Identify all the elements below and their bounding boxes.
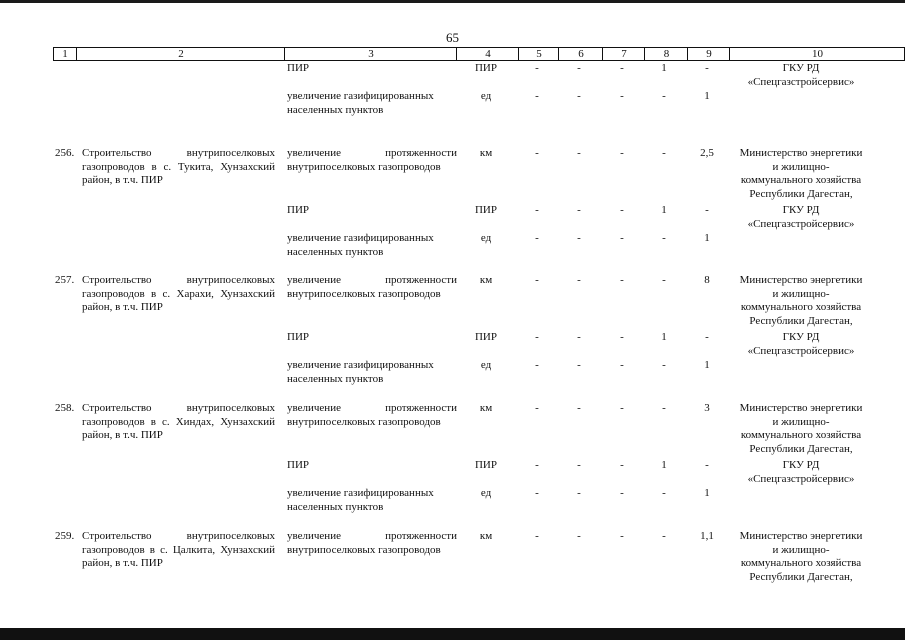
indicator-c7: -: [620, 204, 624, 216]
ministry-line: коммунального хозяйства: [740, 557, 862, 569]
ministry-line: Республики Дагестан,: [749, 187, 853, 200]
indicator-c8: -: [662, 359, 666, 371]
contractor-line: ГКУ РД: [782, 331, 820, 343]
row-number: 257.: [55, 274, 75, 286]
indicator-c8: -: [662, 274, 666, 286]
indicator-c5: -: [535, 459, 539, 471]
indicator-c6: -: [577, 331, 581, 343]
indicator-c6: -: [577, 232, 581, 244]
ministry-line: коммунального хозяйства: [740, 174, 862, 186]
indicator-c7: -: [620, 147, 624, 159]
ministry-line: Республики Дагестан,: [749, 442, 853, 455]
indicator-c9: -: [705, 204, 709, 216]
header-col-4: 4: [456, 48, 519, 60]
contractor-line: «Спецгазстройсервис»: [747, 472, 855, 485]
indicator-unit: км: [479, 147, 493, 159]
row-name-text: Строительство внутрипоселковых газопроводов в с. Тукита, Хунзахский район, в т.ч. ПИР: [82, 147, 275, 186]
ministry-line: Министерство энергетики: [739, 274, 863, 286]
indicator-c7: -: [620, 402, 624, 414]
contractor-line: «Спецгазстройсервис»: [747, 344, 855, 357]
indicator-c8: -: [662, 402, 666, 414]
indicator-unit: ПИР: [474, 62, 497, 74]
ministry-line: Министерство энергетики: [739, 147, 863, 159]
contractor-line: ГКУ РД: [782, 459, 820, 471]
ministry-line: Республики Дагестан,: [749, 570, 853, 583]
header-col-2: 2: [76, 48, 285, 60]
indicator-c9: 1,1: [700, 530, 714, 542]
indicator-c9: 3: [704, 402, 710, 414]
indicator-label: ПИР: [287, 204, 310, 216]
indicator-c8: -: [662, 232, 666, 244]
indicator-c5: -: [535, 90, 539, 102]
indicator-c7: -: [620, 232, 624, 244]
ministry-line: и жилищно-: [772, 543, 830, 556]
indicator-c5: -: [535, 232, 539, 244]
indicator-c7: -: [620, 62, 624, 74]
indicator-unit: ед: [480, 359, 492, 371]
row-name-text: Строительство внутрипоселковых газопроводов в с. Хиндах, Хунзахский район, в т.ч. ПИР: [82, 402, 275, 441]
ministry-line: и жилищно-: [772, 287, 830, 300]
header-col-1: 1: [62, 48, 68, 60]
indicator-label: увеличение протяженности внутрипоселковых газопроводов: [287, 402, 457, 428]
header-col-8: 8: [644, 48, 688, 60]
ministry-line: Министерство энергетики: [739, 530, 863, 542]
indicator-c8: 1: [661, 62, 667, 74]
contractor-line: ГКУ РД: [782, 62, 820, 74]
indicator-c5: -: [535, 359, 539, 371]
indicator-c5: -: [535, 274, 539, 286]
indicator-label: увеличение протяженности внутрипоселковых газопроводов: [287, 274, 457, 300]
indicator-c9: 1: [704, 359, 710, 371]
contractor-line: «Спецгазстройсервис»: [747, 75, 855, 88]
indicator-c9: 2,5: [700, 147, 714, 159]
header-col-6: 6: [558, 48, 603, 60]
scan-bottom-border: [0, 628, 905, 640]
indicator-c7: -: [620, 331, 624, 343]
indicator-unit: км: [479, 402, 493, 414]
indicator-c5: -: [535, 530, 539, 542]
indicator-c6: -: [577, 530, 581, 542]
indicator-c7: -: [620, 359, 624, 371]
indicator-c8: 1: [661, 331, 667, 343]
indicator-c5: -: [535, 147, 539, 159]
indicator-label: увеличение газифицированных населенных пунктов: [287, 359, 434, 385]
row-object-name: [55, 530, 275, 571]
indicator-c9: -: [705, 459, 709, 471]
row-object-name: [55, 274, 275, 315]
indicator-label: ПИР: [287, 459, 310, 471]
indicator-c8: 1: [661, 459, 667, 471]
indicator-label: ПИР: [287, 331, 310, 343]
indicator-c8: -: [662, 487, 666, 499]
indicator-unit: ПИР: [474, 204, 497, 216]
scan-top-border: [0, 0, 905, 3]
indicator-c5: -: [535, 62, 539, 74]
row-number: 256.: [55, 147, 75, 159]
indicator-label: ПИР: [287, 62, 310, 74]
ministry-line: и жилищно-: [772, 160, 830, 173]
indicator-unit: ПИР: [474, 459, 497, 471]
header-col-10: 10: [729, 48, 905, 60]
indicator-c6: -: [577, 62, 581, 74]
indicator-c7: -: [620, 459, 624, 471]
header-col-3: 3: [284, 48, 457, 60]
indicator-c5: -: [535, 331, 539, 343]
header-col-9: 9: [687, 48, 730, 60]
indicator-c6: -: [577, 90, 581, 102]
indicator-c7: -: [620, 90, 624, 102]
row-object-name: [55, 402, 275, 443]
ministry-line: Министерство энергетики: [739, 402, 863, 414]
table-header: [53, 47, 905, 61]
indicator-c8: -: [662, 147, 666, 159]
indicator-c6: -: [577, 459, 581, 471]
indicator-unit: ед: [480, 232, 492, 244]
indicator-label: увеличение газифицированных населенных пунктов: [287, 232, 434, 258]
indicator-unit: ед: [480, 487, 492, 499]
indicator-c9: 1: [704, 487, 710, 499]
indicator-c8: 1: [661, 204, 667, 216]
indicator-unit: км: [479, 530, 493, 542]
page-number: 65: [446, 30, 459, 45]
row-object-name: [55, 147, 275, 188]
indicator-c9: 1: [704, 90, 710, 102]
ministry-line: коммунального хозяйства: [740, 301, 862, 313]
indicator-unit: км: [479, 274, 493, 286]
row-number: 259.: [55, 530, 75, 542]
indicator-c6: -: [577, 487, 581, 499]
indicator-label: увеличение протяженности внутрипоселковых газопроводов: [287, 530, 457, 556]
indicator-unit: ПИР: [474, 331, 497, 343]
indicator-c9: 8: [704, 274, 710, 286]
indicator-c6: -: [577, 147, 581, 159]
indicator-c8: -: [662, 90, 666, 102]
row-number: 258.: [55, 402, 75, 414]
indicator-c6: -: [577, 359, 581, 371]
indicator-c6: -: [577, 402, 581, 414]
indicator-c5: -: [535, 402, 539, 414]
header-col-5: 5: [518, 48, 559, 60]
indicator-c7: -: [620, 487, 624, 499]
indicator-c8: -: [662, 530, 666, 542]
ministry-line: Республики Дагестан,: [749, 314, 853, 327]
indicator-c9: -: [705, 331, 709, 343]
indicator-c6: -: [577, 274, 581, 286]
indicator-label: увеличение газифицированных населенных пунктов: [287, 90, 434, 116]
indicator-c6: -: [577, 204, 581, 216]
indicator-label: увеличение газифицированных населенных пунктов: [287, 487, 434, 513]
header-col-7: 7: [602, 48, 645, 60]
row-name-text: Строительство внутрипоселковых газопроводов в с. Харахи, Хунзахский район, в т.ч. ПИР: [82, 274, 275, 313]
ministry-line: коммунального хозяйства: [740, 429, 862, 441]
ministry-line: и жилищно-: [772, 415, 830, 428]
indicator-c5: -: [535, 487, 539, 499]
indicator-c9: 1: [704, 232, 710, 244]
indicator-c9: -: [705, 62, 709, 74]
indicator-unit: ед: [480, 90, 492, 102]
row-name-text: Строительство внутрипоселковых газопроводов в с. Цалкита, Хунзахский район, в т.ч. ПИР: [82, 530, 275, 569]
indicator-c7: -: [620, 274, 624, 286]
contractor-line: ГКУ РД: [782, 204, 820, 216]
indicator-label: увеличение протяженности внутрипоселковых газопроводов: [287, 147, 457, 173]
contractor-line: «Спецгазстройсервис»: [747, 217, 855, 230]
indicator-c7: -: [620, 530, 624, 542]
indicator-c5: -: [535, 204, 539, 216]
